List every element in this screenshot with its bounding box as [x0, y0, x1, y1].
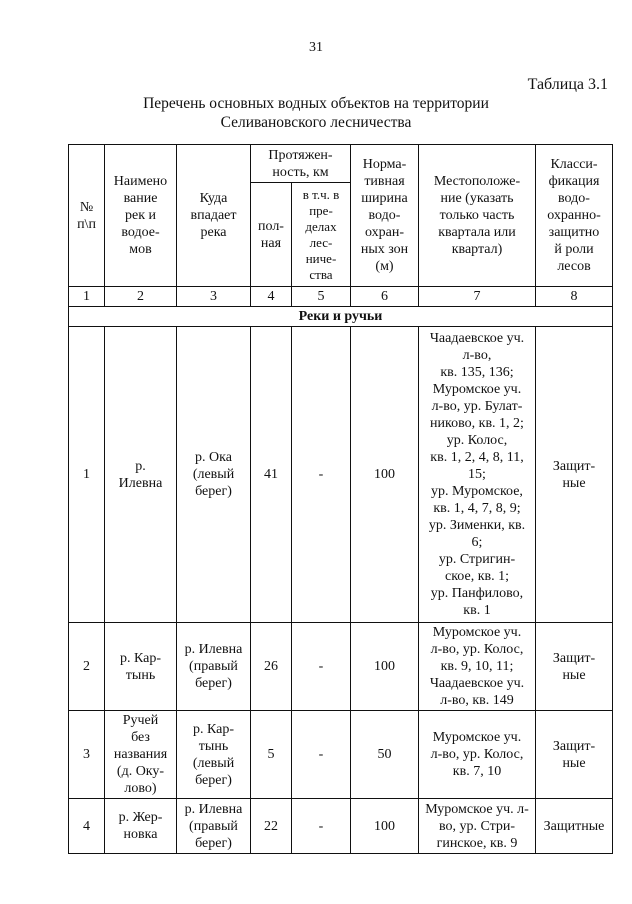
cell-line: берег)	[195, 484, 232, 499]
cell-line: Муромское уч.	[432, 730, 522, 745]
cell-line: р. Илевна	[184, 801, 243, 817]
section-title: Реки и ручьи	[69, 307, 613, 327]
cell-line: р.	[135, 458, 146, 474]
cell-line: (левый	[192, 467, 235, 482]
cell-line: кв. 1	[463, 603, 491, 618]
row-name	[105, 327, 177, 623]
cell-line: Защит-	[552, 738, 596, 754]
row-length-full: 5	[251, 711, 292, 799]
row-location	[419, 327, 536, 623]
row-flows-into	[177, 623, 251, 711]
table-row	[69, 623, 613, 711]
cell-line: гинское, кв. 9	[436, 835, 518, 851]
cell-line: ское, кв. 1;	[445, 569, 509, 584]
header-location	[419, 145, 536, 287]
column-number: 6	[351, 287, 419, 307]
cell-line: р. Илевна	[184, 642, 243, 657]
cell-line: берег)	[195, 772, 232, 788]
cell-line: ства	[309, 266, 333, 282]
cell-line: кв. 7, 10	[452, 764, 502, 779]
cell-line: л-во, ур. Колос,	[430, 747, 524, 762]
cell-line: пол-	[258, 218, 284, 234]
row-length-within: -	[292, 623, 351, 711]
cell-line: рек и	[124, 208, 156, 223]
row-length-within: -	[292, 327, 351, 623]
cell-line: ширина	[361, 191, 408, 206]
cell-line: без	[131, 730, 150, 745]
water-bodies-table	[68, 144, 613, 854]
cell-line: кв. 1, 2, 4, 8, 11,	[430, 450, 524, 465]
cell-line: впадает	[190, 208, 237, 223]
cell-line: р. Кар-	[119, 650, 162, 666]
cell-line: ур. Панфилово,	[430, 586, 524, 601]
row-classification	[536, 327, 613, 623]
cell-line: фикация	[548, 174, 600, 189]
row-length-within: -	[292, 799, 351, 854]
row-width: 100	[351, 327, 419, 623]
cell-line: ниче-	[305, 250, 337, 266]
cell-line: ур. Зименки, кв.	[428, 518, 526, 533]
section-row	[69, 307, 613, 327]
row-classification	[536, 711, 613, 799]
row-length-full: 22	[251, 799, 292, 854]
row-flows-into	[177, 711, 251, 799]
column-number: 8	[536, 287, 613, 307]
cell-line: Местоположе-	[433, 174, 521, 189]
cell-line: 6;	[471, 535, 483, 550]
row-flows-into	[177, 799, 251, 854]
cell-line: Защитные	[543, 818, 605, 834]
cell-line: Наимено	[113, 174, 168, 189]
column-number: 5	[292, 287, 351, 307]
column-number: 2	[105, 287, 177, 307]
cell-line: Чаадаевское уч.	[429, 331, 525, 346]
row-length-full: 26	[251, 623, 292, 711]
cell-line: охран-	[364, 225, 405, 240]
cell-line: ур. Колос,	[446, 433, 508, 448]
cell-line: квартала или	[438, 225, 516, 240]
cell-line: во, ур. Стри-	[438, 818, 516, 834]
table-title	[0, 94, 632, 132]
row-name	[105, 623, 177, 711]
cell-line: (д. Оку-	[116, 764, 165, 779]
row-location	[419, 711, 536, 799]
header-num	[69, 145, 105, 287]
table-title-line: Селивановского лесничества	[220, 114, 412, 131]
header-length-within	[292, 183, 351, 287]
cell-line: названия	[113, 747, 168, 762]
cell-line: (правый	[189, 818, 238, 834]
page-number: 31	[309, 40, 323, 55]
cell-line: Защит-	[552, 650, 596, 666]
cell-line: кв. 1, 4, 7, 8, 9;	[433, 501, 521, 516]
cell-line: водое-	[121, 225, 160, 240]
row-location	[419, 799, 536, 854]
cell-line: ур. Стригин-	[438, 552, 516, 567]
cell-line: п\п	[77, 216, 96, 232]
cell-line: №	[79, 199, 94, 215]
cell-line: Ручей	[122, 713, 159, 728]
column-number: 1	[69, 287, 105, 307]
cell-line: защитно	[548, 225, 600, 240]
cell-line: Норма-	[362, 157, 407, 172]
cell-line: Защит-	[552, 458, 596, 474]
cell-line: л-во, ур. Булат-	[431, 399, 523, 414]
cell-line: Илевна	[118, 475, 163, 491]
cell-line: никово, кв. 1, 2;	[430, 416, 524, 431]
cell-line: водо-	[558, 191, 590, 206]
header-width	[351, 145, 419, 287]
row-flows-into	[177, 327, 251, 623]
cell-line: только часть	[439, 208, 515, 223]
cell-line: делах	[305, 218, 337, 234]
row-width: 100	[351, 623, 419, 711]
table-row	[69, 711, 613, 799]
cell-line: ные	[562, 667, 586, 683]
table-title-line: Перечень основных водных объектов на территории	[143, 95, 489, 112]
row-location	[419, 623, 536, 711]
cell-line: река	[200, 225, 227, 240]
cell-line: водо-	[368, 208, 401, 223]
cell-line: Муромское уч.	[432, 382, 522, 397]
cell-line: л-во, ур. Колос,	[430, 642, 524, 657]
header-name	[105, 145, 177, 287]
row-length-full: 41	[251, 327, 292, 623]
cell-line: кв. 135, 136;	[440, 365, 514, 380]
cell-line: лес-	[309, 234, 333, 250]
column-number-row	[69, 287, 613, 307]
header-row	[69, 145, 613, 183]
row-num: 3	[69, 711, 105, 799]
cell-line: 15;	[468, 467, 486, 482]
cell-line: р. Жер-	[118, 810, 163, 825]
row-length-within: -	[292, 711, 351, 799]
row-width: 50	[351, 711, 419, 799]
column-number: 7	[419, 287, 536, 307]
cell-line: л-во, кв. 149	[440, 693, 514, 708]
column-number: 4	[251, 287, 292, 307]
cell-line: (правый	[189, 659, 238, 674]
row-width: 100	[351, 799, 419, 854]
cell-line: лово)	[124, 781, 157, 796]
header-classification	[536, 145, 613, 287]
cell-line: (левый	[192, 755, 235, 771]
cell-line: берег)	[195, 835, 232, 851]
cell-line: квартал)	[451, 242, 503, 257]
cell-line: ур. Муромское,	[431, 484, 523, 499]
cell-line: й роли	[554, 242, 594, 257]
cell-line: Куда	[199, 191, 228, 206]
cell-line: р. Кар-	[192, 721, 235, 737]
cell-line: тивная	[364, 174, 405, 189]
header-length-full	[251, 183, 292, 287]
cell-line: Чаадаевское уч.	[429, 676, 525, 691]
header-length	[251, 145, 351, 183]
cell-line: Муромское уч. л-	[425, 801, 529, 817]
table-label: Таблица 3.1	[527, 76, 608, 93]
cell-line: л-во,	[462, 348, 492, 363]
cell-line: тынь	[125, 667, 156, 683]
cell-line: ных зон	[360, 242, 409, 257]
cell-line: (м)	[375, 259, 394, 274]
table-row	[69, 327, 613, 623]
header-flows-into	[177, 145, 251, 287]
cell-line: ные	[562, 475, 586, 491]
cell-line: р. Ока	[195, 450, 232, 465]
cell-line: новка	[123, 827, 158, 842]
cell-line: Класси-	[550, 157, 598, 172]
cell-line: кв. 9, 10, 11;	[440, 659, 514, 674]
table-row	[69, 799, 613, 854]
cell-line: мов	[129, 242, 152, 257]
column-number: 3	[177, 287, 251, 307]
cell-line: ность, км	[272, 164, 329, 180]
cell-line: охранно-	[547, 208, 601, 223]
row-name	[105, 711, 177, 799]
cell-line: ная	[260, 235, 282, 251]
cell-line: в т.ч. в	[302, 186, 340, 202]
cell-line: берег)	[195, 676, 232, 691]
row-classification	[536, 799, 613, 854]
row-classification	[536, 623, 613, 711]
row-num: 2	[69, 623, 105, 711]
cell-line: ные	[562, 755, 586, 771]
cell-line: тынь	[198, 738, 229, 754]
cell-line: Муромское уч.	[432, 625, 522, 640]
cell-line: ние (указать	[440, 191, 514, 206]
cell-line: лесов	[557, 259, 591, 274]
cell-line: Протяжен-	[268, 147, 333, 163]
row-name	[105, 799, 177, 854]
row-num: 1	[69, 327, 105, 623]
cell-line: вание	[123, 191, 158, 206]
cell-line: пре-	[309, 202, 333, 218]
row-num: 4	[69, 799, 105, 854]
